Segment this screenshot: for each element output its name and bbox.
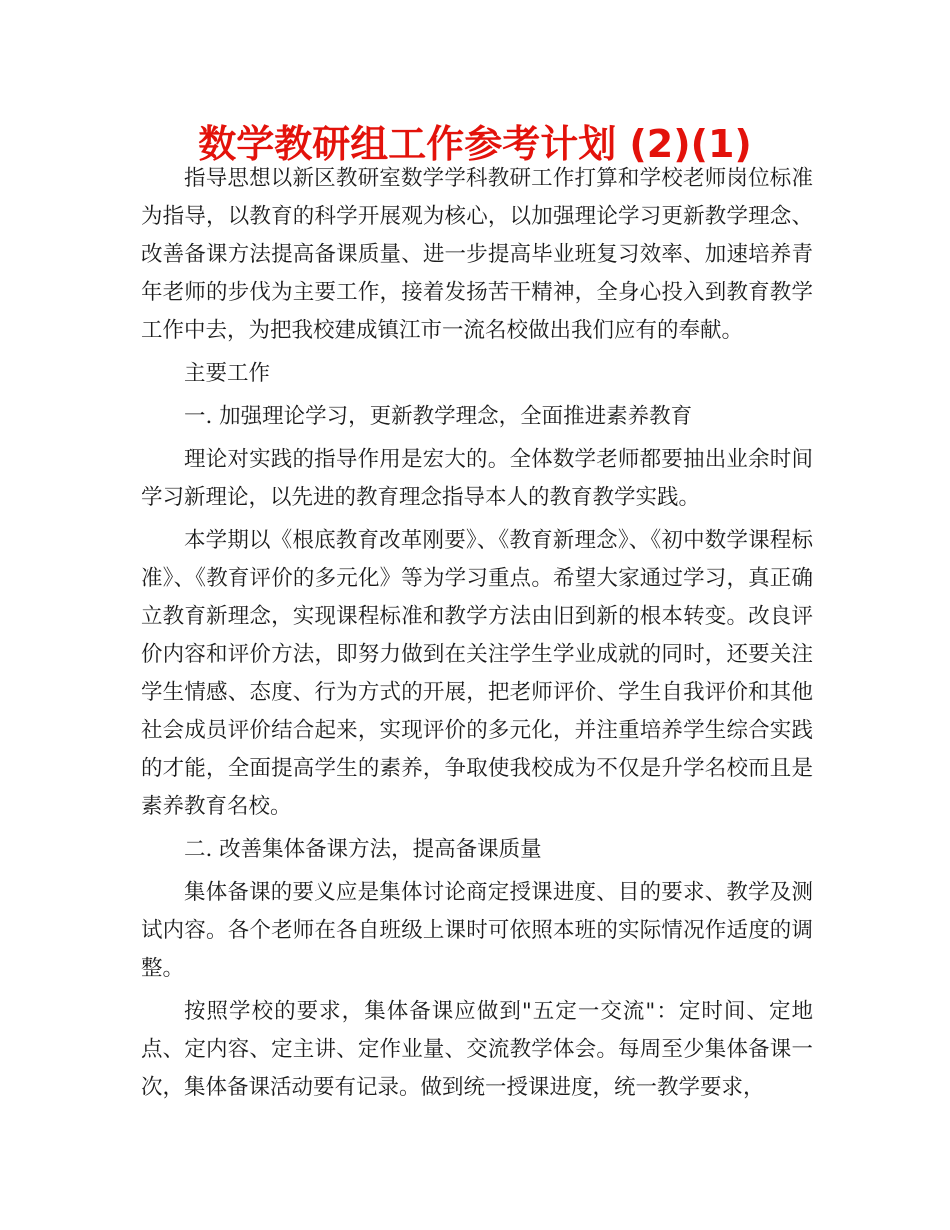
document-body (141, 160, 813, 1112)
paragraph-guiding-ideology: 指导思想以新区教研室数学学科教研工作打算和学校老师岗位标准为指导，以教育的科学开展观为核心，以加强理论学习更新教学理念、改善备课方法提高备课质量、进一步提高毕业班复习效率、加速培养青年老师的步伐为主要工作，接着发扬苦干精神，全身心投入到教育教学工作中去，为把我校建成镇江市一流名校做出我们应有的奉献。 (141, 166, 813, 343)
paragraph-theory-guidance: 理论对实践的指导作用是宏大的。全体数学老师都要抽出业余时间学习新理论，以先进的教育理念指导本人的教育教学实践。 (141, 447, 813, 510)
paragraph-collective-preparation: 集体备课的要义应是集体讨论商定授课进度、目的要求、教学及测试内容。各个老师在各自班级上课时可依照本班的实际情况作适度的调整。 (141, 880, 813, 981)
heading-main-work: 主要工作 (184, 361, 271, 386)
document-title: 数学教研组工作参考计划 (2)(1) (198, 122, 752, 166)
heading-section-1: 一. 加强理论学习，更新教学理念，全面推进素养教育 (184, 404, 693, 429)
paragraph-study-focus: 本学期以《根底教育改革刚要》、《教育新理念》、《初中数学课程标准》、《教育评价的多元化》等为学习重点。希望大家通过学习，真正确立教育新理念，实现课程标准和教学方法由旧到新的根本转变。改良评价内容和评价方法，即努力做到在关注学生学业成就的同时，还要关注学生情感、态度、行为方式的开展，把老师评价、学生自我评价和其他社会成员评价结合起来，实现评价的多元化，并注重培养学生综合实践的才能，全面提高学生的素养，争取使我校成为不仅是升学名校而且是素养教育名校。 (141, 528, 813, 819)
heading-section-2: 二. 改善集体备课方法，提高备课质量 (184, 837, 542, 862)
paragraph-school-requirements: 按照学校的要求，集体备课应做到"五定一交流"：定时间、定地点、定内容、定主讲、定作业量、交流教学体会。每周至少集体备课一次，集体备课活动要有记录。做到统一授课进度，统一教学要求， (141, 999, 813, 1100)
